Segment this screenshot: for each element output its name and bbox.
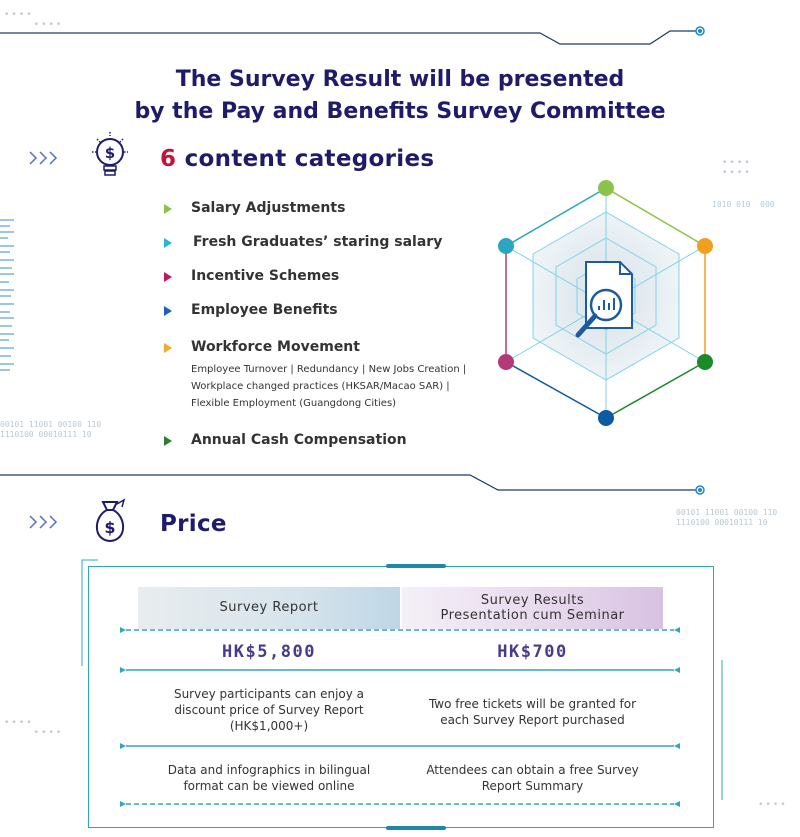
survey-report-price: HK$5,800 <box>222 642 316 662</box>
price-box-corner-right <box>716 660 728 800</box>
seminar-benefit-2: Attendees can obtain a free Survey Report Summary <box>426 763 639 793</box>
survey-report-benefit-2: Data and infographics in bilingual format can be viewed online <box>167 763 371 793</box>
category-label: Incentive Schemes <box>191 268 340 284</box>
bullet-triangle-icon <box>164 204 172 214</box>
category-label: Workforce Movement <box>191 339 360 355</box>
category-label: Salary Adjustments <box>191 200 346 216</box>
deco-binary-right-top: 1010 010 000 <box>712 200 775 209</box>
deco-binary-right-mid: 00101 11001 00100 110 1110100 00010111 10 <box>676 508 778 527</box>
bullet-triangle-icon <box>164 238 172 248</box>
deco-dots-bottom-left: •••• •••• <box>4 718 64 738</box>
money-bag-icon <box>90 498 130 544</box>
money-bulb-icon <box>88 130 132 182</box>
category-label: Annual Cash Compensation <box>191 432 407 448</box>
report-search-icon <box>578 262 632 335</box>
deco-binary-left: 00101 11001 00100 110 1110100 00010111 10 <box>0 420 102 439</box>
category-label: Fresh Graduates’ staring salary <box>193 234 443 250</box>
seminar-price: HK$700 <box>497 642 568 662</box>
chevrons-icon <box>28 150 64 166</box>
column-header-survey-report: Survey Report <box>138 587 400 629</box>
content-categories-heading <box>160 146 434 172</box>
workforce-description: Employee Turnover | Redundancy | New Jobs Creation | Workplace changed practices (HKSAR/Macao SAR) | Flexible Employment (Guangdong Cities) <box>191 364 467 409</box>
category-label: Employee Benefits <box>191 302 338 318</box>
title-line-2: by the Pay and Benefits Survey Committee <box>134 99 666 124</box>
bullet-triangle-icon <box>164 306 172 316</box>
bullet-triangle-icon <box>164 272 172 282</box>
hexagon-radar-graphic <box>494 180 724 430</box>
deco-dots-right: •••• •••• <box>722 158 752 178</box>
deco-barcode-left <box>0 218 20 398</box>
chevrons-icon <box>28 514 64 530</box>
seminar-benefit-1: Two free tickets will be granted for each Survey Report purchased <box>428 697 637 727</box>
page-title <box>0 64 800 128</box>
top-deco-line <box>0 0 800 60</box>
content-categories-heading-text: content categories <box>184 146 435 172</box>
deco-dots-top-left: •••• •••• <box>4 10 64 30</box>
survey-report-benefit-1: Survey participants can enjoy a discount price of Survey Report (HK$1,000+) <box>173 687 365 733</box>
svg-text:$: $ <box>104 144 116 162</box>
category-count: 6 <box>160 146 177 172</box>
price-heading: Price <box>160 511 227 537</box>
column-header-seminar: Survey Results Presentation cum Seminar <box>402 587 663 629</box>
bullet-triangle-icon <box>164 343 172 353</box>
title-line-1: The Survey Result will be presented <box>175 67 625 92</box>
deco-dots-bottom-right: •••• <box>758 800 788 810</box>
svg-text:$: $ <box>104 518 116 537</box>
price-box-bottom-accent <box>386 826 446 830</box>
price-box-top-accent <box>386 564 446 568</box>
bullet-triangle-icon <box>164 436 172 446</box>
